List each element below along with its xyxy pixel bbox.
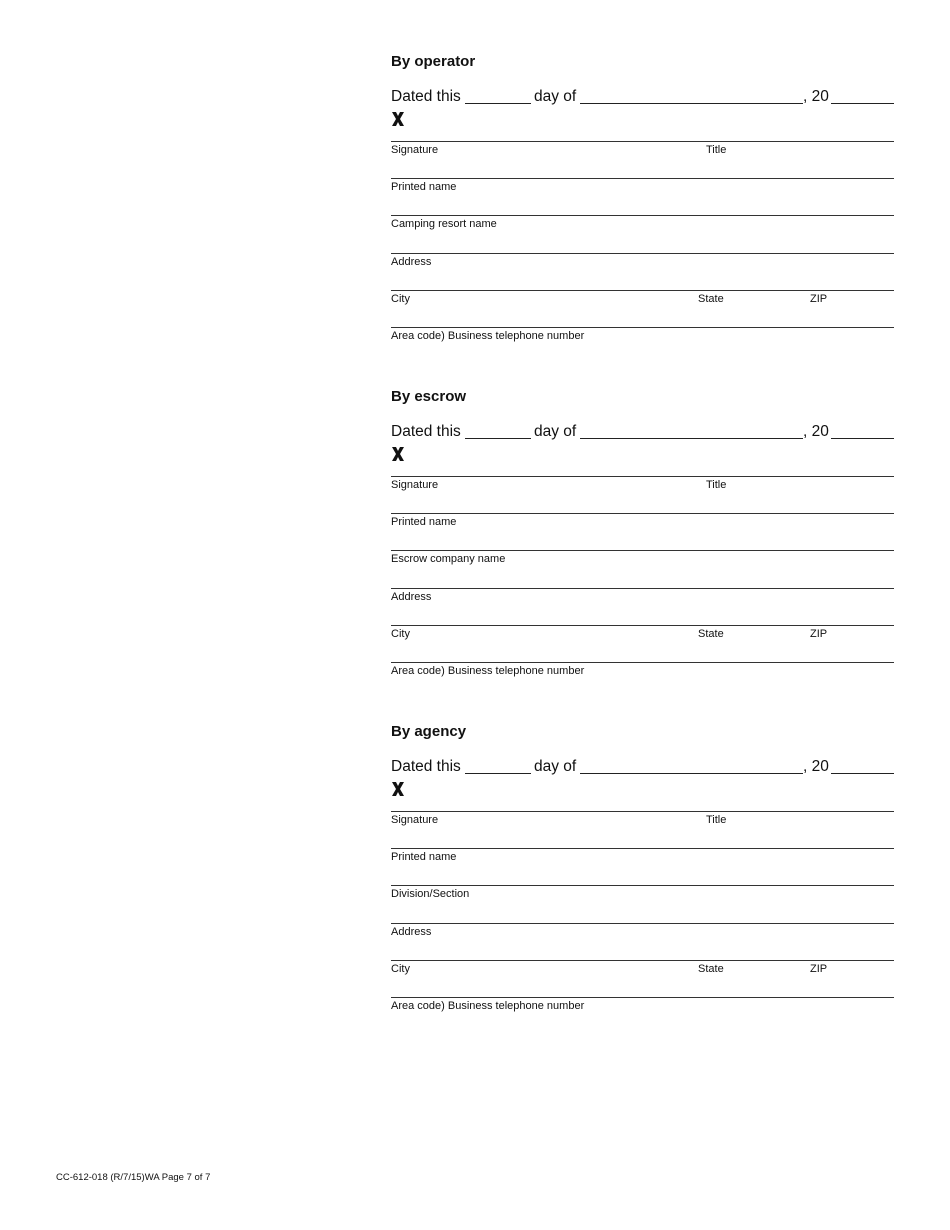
city-label: City [391, 628, 410, 640]
zip-label: ZIP [810, 628, 828, 640]
org-name-label: Division/Section [391, 888, 470, 900]
day-of-text: day of [534, 758, 577, 775]
address-label: Address [391, 591, 432, 603]
phone-line[interactable] [391, 327, 894, 328]
phone-label: Area code) Business telephone number [391, 665, 585, 677]
signature-x-mark [391, 446, 405, 462]
year-prefix-text: , 20 [803, 423, 829, 440]
printed-name-line[interactable] [391, 848, 894, 849]
section-heading: By operator [391, 53, 476, 70]
section-heading: By agency [391, 723, 467, 740]
state-label: State [698, 628, 724, 640]
signature-label: Signature [391, 479, 439, 491]
day-number-blank[interactable] [465, 438, 531, 439]
city-state-zip-line[interactable] [391, 290, 894, 291]
signature-line[interactable] [391, 811, 894, 812]
printed-name-label: Printed name [391, 851, 457, 863]
city-state-zip-line[interactable] [391, 960, 894, 961]
signature-line[interactable] [391, 476, 894, 477]
org-name-label: Escrow company name [391, 553, 506, 565]
org-name-label: Camping resort name [391, 218, 497, 230]
printed-name-line[interactable] [391, 513, 894, 514]
address-line[interactable] [391, 588, 894, 589]
signature-label: Signature [391, 144, 439, 156]
dated-line [391, 758, 894, 778]
year-prefix-text: , 20 [803, 88, 829, 105]
dated-line [391, 423, 894, 443]
printed-name-label: Printed name [391, 516, 457, 528]
state-label: State [698, 963, 724, 975]
dated-line [391, 88, 894, 108]
city-label: City [391, 963, 410, 975]
year-prefix-text: , 20 [803, 758, 829, 775]
title-label: Title [706, 479, 727, 491]
signature-line[interactable] [391, 141, 894, 142]
city-state-zip-line[interactable] [391, 625, 894, 626]
phone-line[interactable] [391, 997, 894, 998]
day-of-text: day of [534, 88, 577, 105]
month-blank[interactable] [580, 438, 803, 439]
section-heading: By escrow [391, 388, 467, 405]
dated-this-text: Dated this [391, 423, 461, 440]
dated-this-text: Dated this [391, 88, 461, 105]
city-label: City [391, 293, 410, 305]
zip-label: ZIP [810, 293, 828, 305]
title-label: Title [706, 814, 727, 826]
dated-this-text: Dated this [391, 758, 461, 775]
address-line[interactable] [391, 923, 894, 924]
day-number-blank[interactable] [465, 103, 531, 104]
zip-label: ZIP [810, 963, 828, 975]
signature-label: Signature [391, 814, 439, 826]
state-label: State [698, 293, 724, 305]
year-blank[interactable] [831, 773, 894, 774]
address-line[interactable] [391, 253, 894, 254]
org-name-line[interactable] [391, 215, 894, 216]
month-blank[interactable] [580, 103, 803, 104]
day-of-text: day of [534, 423, 577, 440]
org-name-line[interactable] [391, 885, 894, 886]
month-blank[interactable] [580, 773, 803, 774]
signature-x-mark [391, 781, 405, 797]
address-label: Address [391, 256, 432, 268]
printed-name-label: Printed name [391, 181, 457, 193]
day-number-blank[interactable] [465, 773, 531, 774]
address-label: Address [391, 926, 432, 938]
form-footer: CC-612-018 (R/7/15)WA Page 7 of 7 [56, 1172, 211, 1183]
phone-label: Area code) Business telephone number [391, 330, 585, 342]
year-blank[interactable] [831, 438, 894, 439]
year-blank[interactable] [831, 103, 894, 104]
phone-label: Area code) Business telephone number [391, 1000, 585, 1012]
org-name-line[interactable] [391, 550, 894, 551]
title-label: Title [706, 144, 727, 156]
printed-name-line[interactable] [391, 178, 894, 179]
phone-line[interactable] [391, 662, 894, 663]
signature-x-mark [391, 111, 405, 127]
